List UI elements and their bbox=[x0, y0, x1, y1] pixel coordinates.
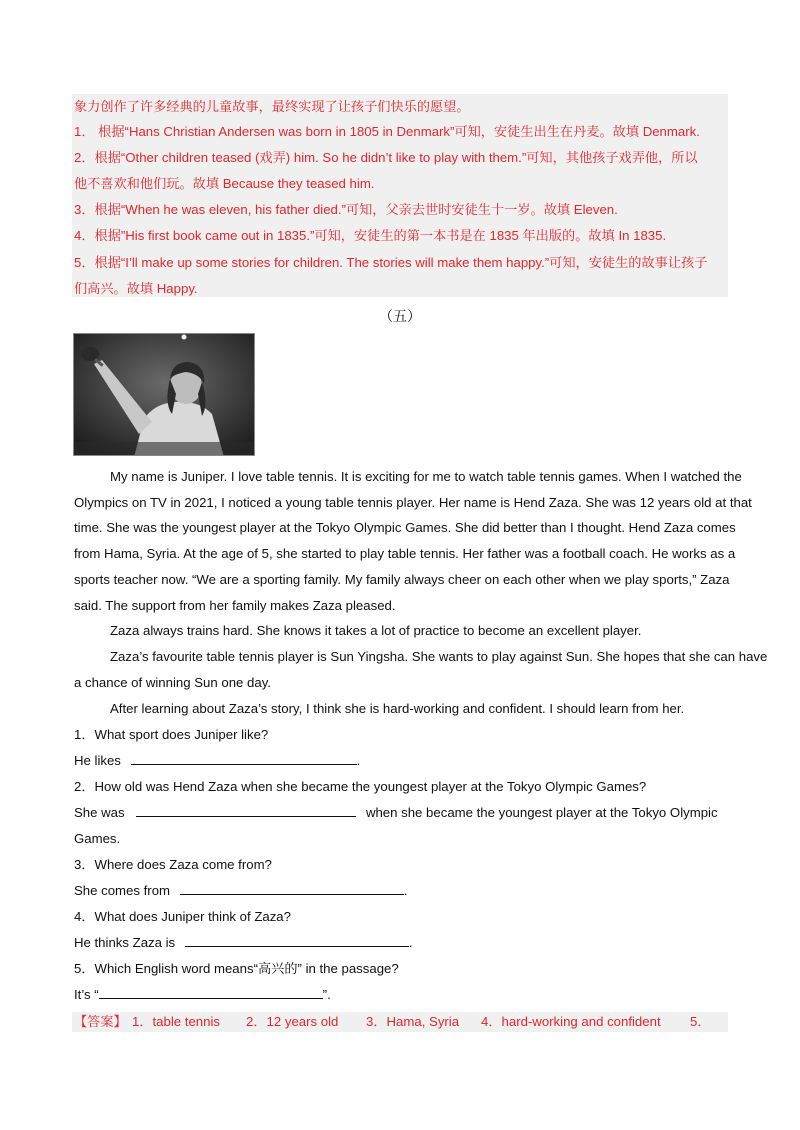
explanation-intro: 象力创作了许多经典的儿童故事，最终实现了让孩子们快乐的愿望。 bbox=[74, 99, 470, 114]
answer-blank-1[interactable] bbox=[131, 752, 357, 765]
answer-suffix: . bbox=[403, 883, 408, 898]
answer-line-4 bbox=[74, 934, 413, 952]
answer-line-2 bbox=[74, 804, 718, 822]
answer-prefix: She was bbox=[74, 805, 125, 820]
explanation-4: 4．根据”His first book came out in 1835.”可知，安徒生的第一本书是在 1835 年出版的。故填 In 1835. bbox=[74, 228, 667, 243]
passage-line: Olympics on TV in 2021, I noticed a young table tennis player. Her name is Hend Zaza. She was 12 years old at that bbox=[74, 495, 752, 510]
answer-prefix: It’s “ bbox=[74, 987, 99, 1002]
passage-line: a chance of winning Sun one day. bbox=[74, 675, 271, 690]
answer-key-3: 3．Hama, Syria bbox=[366, 1014, 460, 1029]
answer-blank-2[interactable] bbox=[136, 804, 356, 817]
answer-key-4: 4．hard-working and confident bbox=[481, 1014, 661, 1029]
table-tennis-player-photo bbox=[73, 333, 255, 456]
answer-suffix: ”. bbox=[322, 987, 331, 1002]
explanation-5-line2: 们高兴。故填 Happy. bbox=[74, 281, 198, 296]
explanation-5-line1: 5．根据“I’ll make up some stories for children. The stories will make them happy.”可知，安徒生的故事让孩子 bbox=[74, 255, 708, 270]
section-heading: （五） bbox=[379, 309, 421, 325]
answer-line-2-cont: Games. bbox=[74, 831, 121, 846]
answer-blank-4[interactable] bbox=[185, 934, 409, 947]
explanation-2-line1: 2．根据“Other children teased (戏弄) him. So he didn’t like to play with them.”可知，其他孩子戏弄他，所以 bbox=[74, 150, 698, 165]
answer-suffix: when she became the youngest player at the Tokyo Olympic bbox=[365, 805, 718, 820]
explanation-3: 3．根据“When he was eleven, his father died.”可知，父亲去世时安徒生十一岁。故填 Eleven. bbox=[74, 202, 618, 217]
answer-key-label: 【答案】 bbox=[74, 1014, 127, 1029]
answer-key-5: 5． bbox=[690, 1014, 711, 1029]
question-5: 5．Which English word means“高兴的” in the passage? bbox=[74, 961, 399, 976]
answer-blank-5[interactable] bbox=[99, 986, 323, 999]
answer-prefix: He thinks Zaza is bbox=[74, 935, 176, 950]
explanation-1: 1． 根据“Hans Christian Andersen was born in 1805 in Denmark”可知，安徒生出生在丹麦。故填 Denmark. bbox=[74, 124, 700, 139]
answer-key-2: 2．12 years old bbox=[246, 1014, 339, 1029]
answer-line-1 bbox=[74, 752, 360, 770]
question-4: 4．What does Juniper think of Zaza? bbox=[74, 909, 291, 924]
passage-line: from Hama, Syria. At the age of 5, she started to play table tennis. Her father was a football coach. He works as a bbox=[74, 546, 736, 561]
answer-suffix: . bbox=[408, 935, 413, 950]
answer-key-1: 1．table tennis bbox=[132, 1014, 220, 1029]
explanation-2-line2: 他不喜欢和他们玩。故填 Because they teased him. bbox=[74, 176, 375, 191]
passage-line: My name is Juniper. I love table tennis. It is exciting for me to watch table tennis games. When I watched the bbox=[110, 469, 742, 484]
answer-prefix: He likes bbox=[74, 753, 121, 768]
answer-blank-3[interactable] bbox=[180, 882, 404, 895]
passage-line: sports teacher now. “We are a sporting family. My family always cheer on each other when we play sports,” Zaza bbox=[74, 572, 730, 587]
question-2: 2．How old was Hend Zaza when she became the youngest player at the Tokyo Olympic Games? bbox=[74, 779, 647, 794]
answer-prefix: She comes from bbox=[74, 883, 171, 898]
passage-line: Zaza’s favourite table tennis player is Sun Yingsha. She wants to play against Sun. She hopes that she can have bbox=[110, 649, 768, 664]
passage-line: Zaza always trains hard. She knows it takes a lot of practice to become an excellent player. bbox=[110, 623, 642, 638]
question-3: 3．Where does Zaza come from? bbox=[74, 857, 272, 872]
passage-line: time. She was the youngest player at the Tokyo Olympic Games. She did better than I thought. Hend Zaza comes bbox=[74, 520, 736, 535]
passage-line: After learning about Zaza’s story, I think she is hard-working and confident. I should learn from her. bbox=[110, 701, 685, 716]
answer-line-5 bbox=[74, 986, 331, 1004]
answer-line-3 bbox=[74, 882, 407, 900]
passage-line: said. The support from her family makes Zaza pleased. bbox=[74, 598, 396, 613]
answer-suffix: . bbox=[356, 753, 361, 768]
question-1: 1．What sport does Juniper like? bbox=[74, 727, 269, 742]
